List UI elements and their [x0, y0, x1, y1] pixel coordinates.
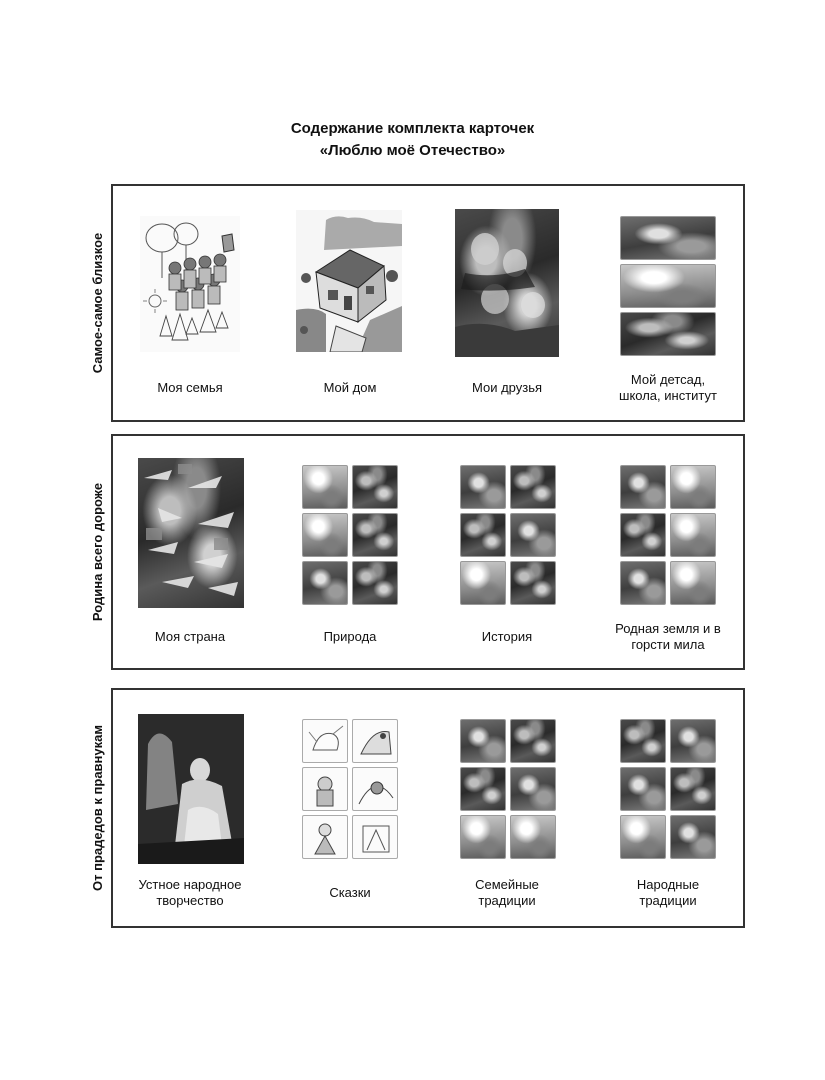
homeland-photos-icon — [620, 465, 716, 605]
house-drawing-icon — [296, 210, 402, 352]
card-caption: Моя семья — [157, 380, 223, 395]
card-caption: Семейные традиции — [475, 877, 539, 908]
friends-photo-icon — [455, 209, 559, 357]
card-caption: История — [481, 629, 533, 644]
card-caption: Сказки — [329, 885, 371, 900]
history-photos-icon — [460, 465, 556, 605]
section-label-ancestors: От прадедов к правнукам — [90, 725, 105, 891]
title-line-2: «Люблю моё Отечество» — [319, 142, 506, 159]
nature-photos-icon — [302, 465, 398, 605]
family-traditions-photos-icon — [460, 719, 556, 859]
fairy-tale-drawings-icon — [302, 719, 398, 859]
folk-traditions-photos-icon — [620, 719, 716, 859]
card-caption: Мой дом — [323, 380, 377, 395]
country-collage-icon — [138, 458, 244, 608]
card-caption: Народные традиции — [636, 877, 700, 908]
card-caption: Моя страна — [154, 629, 226, 644]
card-caption: Мои друзья — [471, 380, 543, 395]
title-line-1: Содержание комплекта карточек — [290, 120, 535, 137]
card-caption: Природа — [323, 629, 377, 644]
school-photos-icon — [620, 216, 716, 356]
section-label-closest: Самое-самое близкое — [90, 232, 105, 374]
folk-art-painting-icon — [138, 714, 244, 864]
family-drawing-icon — [140, 216, 240, 352]
card-caption: Устное народное творчество — [138, 877, 242, 908]
card-caption: Мой детсад, школа, институт — [619, 372, 717, 403]
card-caption: Родная земля и в горсти мила — [615, 621, 721, 652]
page-title — [0, 118, 825, 162]
section-label-homeland: Родина всего дороже — [90, 482, 105, 622]
